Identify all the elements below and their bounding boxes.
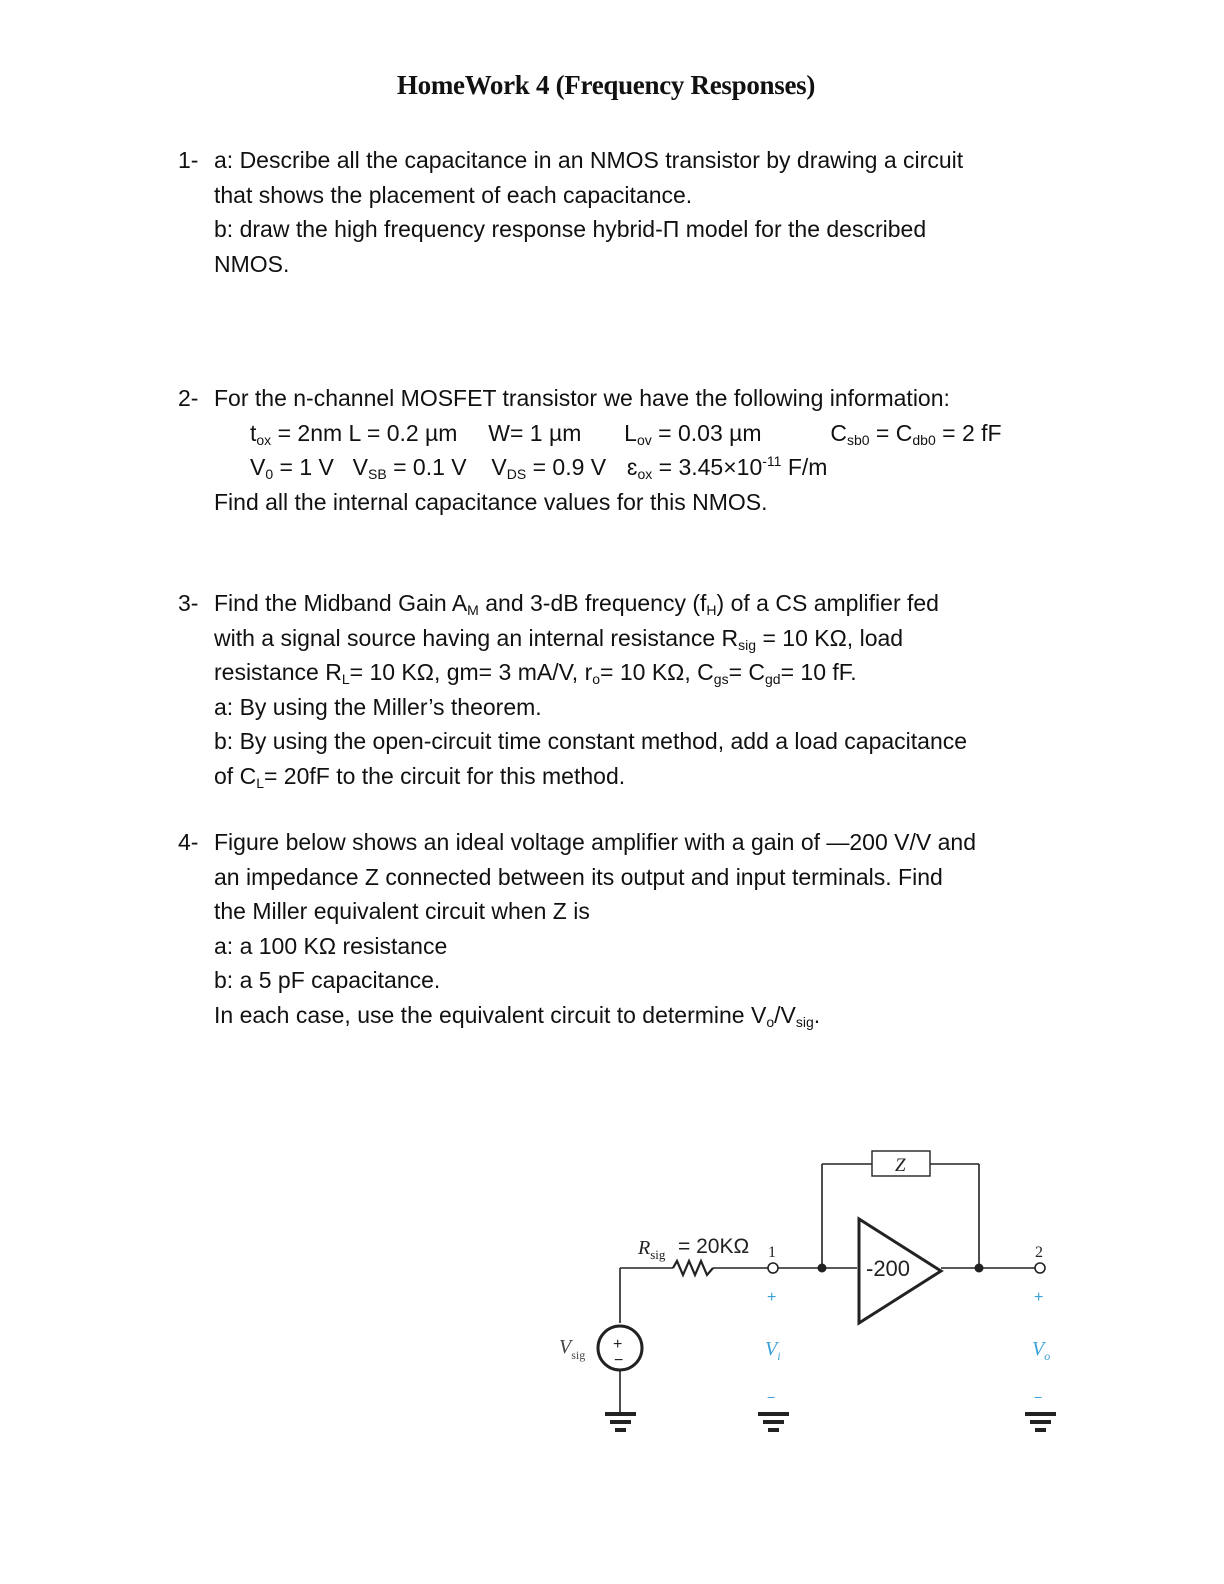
junction-dot	[818, 1264, 827, 1273]
subscript: M	[467, 602, 479, 618]
q4-part-b: b: a 5 pF capacitance.	[214, 967, 441, 993]
rsig-value: = 20KΩ	[678, 1235, 750, 1258]
q4-line: an impedance Z connected between its output and input terminals. Find	[214, 863, 943, 890]
q4-line: Figure below shows an ideal voltage amplifier with a gain of —200 V/V and	[214, 829, 976, 855]
q1-part-a-line: that shows the placement of each capacitance.	[214, 181, 693, 208]
lov-subscript: ov	[636, 431, 652, 448]
text: resistance R	[214, 659, 342, 685]
text: = 10 fF.	[780, 659, 857, 685]
q4-line	[214, 998, 976, 1033]
subscript: o	[766, 1013, 775, 1030]
cdb0-value: = 2 fF	[942, 419, 1002, 446]
question-number: 3-	[178, 590, 199, 616]
q1-part-a-line: a: Describe all the capacitance in an NMOS transistor by drawing a circuit	[214, 147, 964, 173]
vsig-label: $V_{sig}$	[559, 1336, 586, 1362]
v0-symbol: V	[250, 454, 266, 480]
subscript: L	[256, 774, 264, 791]
text: = 20fF to the circuit for this method.	[263, 762, 626, 789]
rsig-label: $R_{sig}$	[638, 1237, 666, 1262]
text: with a signal source having an internal resistance R	[214, 624, 739, 651]
q1-part-b-line: b: draw the high frequency response hybrid-Π model for the described	[214, 216, 927, 242]
q4-part-a: a: a 100 KΩ resistance	[214, 932, 448, 959]
question-number: 1-	[178, 147, 199, 173]
question-2	[178, 381, 1002, 519]
eox-exponent: -11	[762, 453, 782, 469]
source-minus-sign: −	[614, 1352, 624, 1369]
vsb-subscript: SB	[368, 466, 387, 482]
text: = 10 KΩ, C	[600, 659, 714, 685]
text: Find the Midband Gain A	[214, 590, 468, 616]
vds-subscript: DS	[506, 466, 527, 482]
cdb0-symbol: C	[895, 419, 913, 446]
q4-line: the Miller equivalent circuit when Z is	[214, 898, 590, 924]
question-1	[178, 143, 963, 281]
page-title: HomeWork 4 (Frequency Responses)	[396, 70, 816, 100]
vo-label: $V_o$	[1032, 1338, 1051, 1363]
eox-subscript: ox	[637, 466, 653, 482]
terminal-node-2	[1035, 1263, 1045, 1273]
text: In each case, use the equivalent circuit to determine V	[214, 1001, 767, 1028]
node-1-label: 1	[768, 1244, 776, 1261]
subscript: sig	[738, 636, 757, 653]
vsb-symbol: V	[352, 454, 369, 480]
tox-subscript: ox	[256, 431, 272, 448]
vds-symbol: V	[491, 454, 507, 480]
tox-symbol: t	[250, 419, 257, 446]
q1-part-b-line: NMOS.	[214, 250, 290, 277]
node-2-label: 2	[1035, 1244, 1043, 1261]
junction-dot	[975, 1264, 984, 1273]
question-4	[178, 825, 976, 1032]
q3-part-b-line: b: By using the open-circuit time constant method, add a load capacitance	[214, 728, 968, 754]
text: = C	[728, 659, 766, 685]
eox-value: = 3.45×10	[658, 454, 763, 480]
text: ) of a CS amplifier fed	[716, 590, 939, 616]
ground-icon	[605, 1412, 636, 1432]
subscript: gd	[765, 671, 781, 687]
length-value: L = 0.2 µm	[348, 419, 458, 446]
q2-params-row-2	[250, 450, 1002, 485]
cdb0-subscript: db0	[912, 431, 936, 448]
text: = 10 KΩ, gm= 3 mA/V, r	[349, 659, 593, 685]
eox-symbol: ɛ	[626, 454, 638, 480]
vi-plus-sign: +	[767, 1289, 777, 1306]
resistor-rsig	[673, 1261, 713, 1275]
eox-unit: F/m	[781, 454, 828, 480]
miller-amplifier-circuit	[530, 1140, 1090, 1440]
subscript: sig	[795, 1013, 814, 1030]
lov-symbol: L	[624, 419, 637, 446]
lov-value: = 0.03 µm	[658, 419, 762, 446]
subscript: o	[592, 671, 601, 687]
text: /V	[774, 1001, 796, 1028]
question-number: 4-	[178, 829, 199, 855]
equals: =	[875, 419, 896, 446]
q3-line-1	[214, 586, 967, 621]
source-plus-sign: +	[613, 1336, 623, 1353]
vo-minus-sign: −	[1034, 1389, 1043, 1405]
csb0-symbol: C	[830, 419, 847, 446]
q3-part-a: a: By using the Miller’s theorem.	[214, 693, 542, 720]
ground-icon	[758, 1412, 789, 1432]
text: = 10 KΩ, load	[756, 624, 904, 651]
question-number: 2-	[178, 385, 199, 411]
vsb-value: = 0.1 V	[393, 454, 467, 480]
q2-task: Find all the internal capacitance values for this NMOS.	[214, 488, 768, 515]
terminal-node-1	[768, 1263, 778, 1273]
vi-minus-sign: −	[767, 1389, 776, 1405]
subscript: L	[341, 671, 350, 687]
subscript: H	[706, 602, 717, 618]
vo-plus-sign: +	[1034, 1289, 1044, 1306]
question-3	[178, 586, 967, 793]
tox-value: = 2nm	[277, 419, 343, 446]
v0-subscript: 0	[265, 466, 274, 482]
q3-part-b-line	[214, 759, 967, 794]
text: and 3-dB frequency (f	[478, 590, 707, 616]
csb0-subscript: sb0	[846, 431, 870, 448]
q3-line-3	[214, 655, 967, 690]
vi-label: $V_i$	[765, 1338, 781, 1363]
subscript: gs	[713, 671, 729, 687]
width-value: W= 1 µm	[488, 419, 582, 446]
v0-value: = 1 V	[279, 454, 334, 480]
amplifier-gain-label: -200	[866, 1256, 911, 1281]
vds-value: = 0.9 V	[532, 454, 607, 480]
ground-icon	[1025, 1412, 1056, 1432]
q2-intro: For the n-channel MOSFET transistor we have the following information:	[214, 385, 950, 411]
impedance-z-label: Z	[895, 1155, 906, 1176]
text: .	[813, 1001, 821, 1028]
text: of C	[214, 762, 257, 789]
q3-line-2	[214, 621, 967, 656]
q2-params-row-1	[250, 416, 1002, 451]
